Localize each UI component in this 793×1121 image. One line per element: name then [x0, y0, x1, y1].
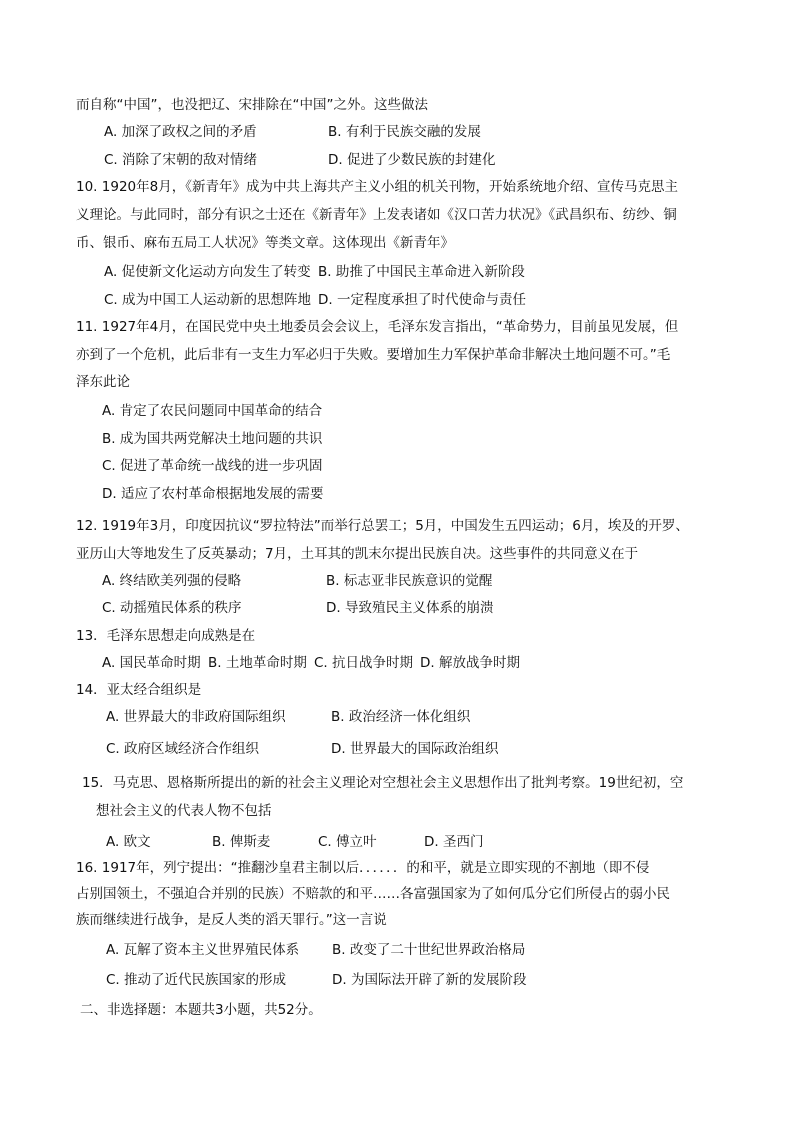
- q12-option-b: B. 标志亚非民族意识的觉醒: [326, 573, 493, 589]
- question-16-stem: 占别国领土，不强迫合并别的民族）不赔款的和平……各富强国家为了如何瓜分它们所侵占的弱小民: [76, 886, 670, 902]
- question-11-stem: 亦到了一个危机，此后非有一支生力军必归于失败。要增加生力军保护革命非解决土地问题不可。”毛: [76, 347, 671, 363]
- question-12-stem: 12. 1919年3月，印度因抗议“罗拉特法”而举行总罢工；5月，中国发生五四运动；6月，埃及的开罗、: [76, 518, 689, 534]
- question-15-stem: 15．马克思、恩格斯所提出的新的社会主义理论对空想社会主义思想作出了批判考察。19世纪初，空: [82, 775, 684, 791]
- q16-option-c: C. 推动了近代民族国家的形成: [106, 972, 287, 988]
- q14-option-b: B. 政治经济一体化组织: [331, 709, 471, 725]
- q14-option-a: A. 世界最大的非政府国际组织: [106, 709, 286, 725]
- q13-option-a: A. 国民革命时期: [102, 655, 201, 671]
- q10-option-a: A. 促使新文化运动方向发生了转变: [104, 264, 311, 280]
- question-10-stem: 义理论。与此同时，部分有识之士还在《新青年》上发表诸如《汉口苦力状况》《武昌织布、纺纱、铜: [76, 207, 677, 223]
- q14-option-c: C. 政府区域经济合作组织: [106, 741, 260, 757]
- question-11-stem: 11. 1927年4月，在国民党中央土地委员会会议上，毛泽东发言指出，“革命势力，目前虽见发展，但: [76, 319, 679, 335]
- q10-option-c: C. 成为中国工人运动新的思想阵地: [104, 292, 312, 308]
- question-12-stem: 亚历山大等地发生了反英暴动；7月，土耳其的凯末尔提出民族自决。这些事件的共同意义在于: [76, 546, 639, 562]
- question-16-stem: 16. 1917年，列宁提出：“推翻沙皇君主制以后．．．．．．的和平，就是立即实现的不割地（即不侵: [76, 860, 650, 876]
- q11-option-d: D. 适应了农村革命根据地发展的需要: [102, 486, 324, 502]
- q9-option-c: C. 消除了宋朝的敌对情绪: [104, 152, 258, 168]
- q11-option-c: C. 促进了革命统一战线的进一步巩固: [102, 458, 323, 474]
- q16-option-b: B. 改变了二十世纪世界政治格局: [332, 942, 526, 958]
- q11-option-b: B. 成为国共两党解决土地问题的共识: [102, 431, 323, 447]
- question-15-stem: 想社会主义的代表人物不包括: [96, 803, 272, 819]
- question-13-stem: 13．毛泽东思想走向成熟是在: [76, 628, 256, 644]
- q16-option-a: A. 瓦解了资本主义世界殖民体系: [106, 942, 300, 958]
- q13-option-d: D. 解放战争时期: [420, 655, 520, 671]
- question-14-stem: 14．亚太经合组织是: [76, 682, 202, 698]
- q14-option-d: D. 世界最大的国际政治组织: [331, 741, 499, 757]
- q12-option-c: C. 动摇殖民体系的秩序: [102, 600, 242, 616]
- question-10-stem: 10. 1920年8月，《新青年》成为中共上海共产主义小组的机关刊物，开始系统地介绍、宣传马克思主: [76, 179, 678, 195]
- section-heading: 二、非选择题：本题共3小题，共52分。: [80, 1002, 322, 1018]
- q13-option-b: B. 土地革命时期: [208, 655, 307, 671]
- q16-option-d: D. 为国际法开辟了新的发展阶段: [332, 972, 527, 988]
- q9-option-b: B. 有利于民族交融的发展: [328, 124, 481, 140]
- q12-option-a: A. 终结欧美列强的侵略: [102, 573, 242, 589]
- q11-option-a: A. 肯定了农民问题同中国革命的结合: [102, 403, 323, 419]
- q9-option-a: A. 加深了政权之间的矛盾: [104, 124, 257, 140]
- question-9-stem-end: 而自称“中国”，也没把辽、宋排除在“中国”之外。这些做法: [76, 97, 428, 113]
- question-16-stem: 族而继续进行战争，是反人类的滔天罪行。”这一言说: [76, 912, 387, 928]
- q15-option-c: C. 傅立叶: [318, 834, 377, 850]
- q15-option-d: D. 圣西门: [424, 834, 484, 850]
- q10-option-b: B. 助推了中国民主革命进入新阶段: [318, 264, 525, 280]
- q15-option-a: A. 欧文: [106, 834, 151, 850]
- question-11-stem: 泽东此论: [76, 374, 130, 390]
- q12-option-d: D. 导致殖民主义体系的崩溃: [326, 600, 494, 616]
- q9-option-d: D. 促进了少数民族的封建化: [328, 152, 496, 168]
- q10-option-d: D. 一定程度承担了时代使命与责任: [318, 292, 526, 308]
- question-10-stem: 币、银币、麻布五局工人状况》等类文章。这体现出《新青年》: [76, 235, 454, 251]
- q15-option-b: B. 俾斯麦: [212, 834, 271, 850]
- q13-option-c: C. 抗日战争时期: [314, 655, 414, 671]
